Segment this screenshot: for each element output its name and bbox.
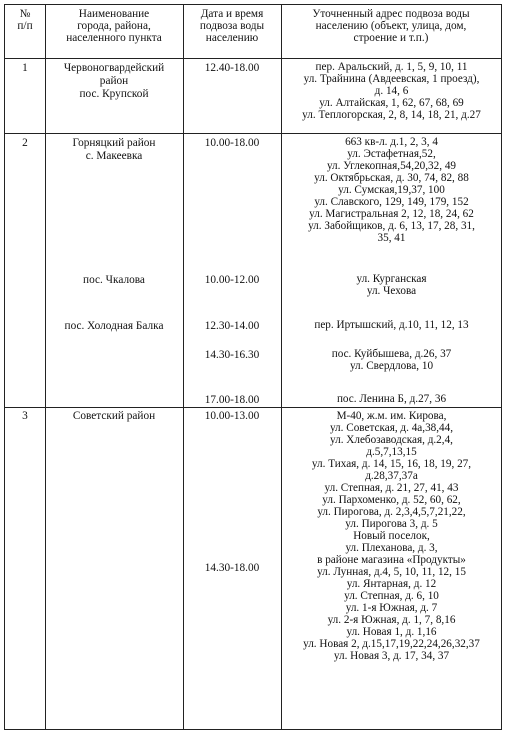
address-line: пер. Иртышский, д.10, 11, 12, 13 bbox=[314, 319, 469, 331]
settlement-name: с. Макеевка bbox=[85, 150, 143, 162]
address-line: ул. Новая 2, д.15,17,19,22,24,26,32,37 bbox=[303, 638, 480, 650]
delivery-time: 17.00-18.00 bbox=[204, 394, 260, 406]
address-line: ул. Трайнина (Авдеевская, 1 проезд), bbox=[303, 73, 480, 85]
delivery-time: 12.30-14.00 bbox=[204, 320, 260, 332]
district-name: Горняцкий район bbox=[72, 137, 156, 149]
address-line: ул. Степная, д. 21, 27, 41, 43 bbox=[324, 482, 459, 494]
delivery-time: 12.40-18.00 bbox=[204, 62, 260, 74]
address-list bbox=[281, 61, 502, 121]
address-line: Новый поселок, bbox=[353, 530, 430, 542]
address-line: ул. Свердлова, 10 bbox=[349, 360, 434, 372]
address-line: ул. 1-я Южная, д. 7 bbox=[345, 602, 438, 614]
address-line: пер. Аральский, д. 1, 5, 9, 10, 11 bbox=[315, 61, 468, 73]
address-line: в районе магазина «Продукты» bbox=[317, 554, 466, 566]
row-divider bbox=[4, 133, 502, 134]
table-border-bottom bbox=[4, 729, 502, 730]
address-line: ул. Степная, д. 6, 10 bbox=[344, 590, 439, 602]
header-address: строение и т.п.) bbox=[353, 32, 429, 44]
row-divider bbox=[4, 407, 502, 408]
address-line: ул. Славского, 129, 149, 179, 152 bbox=[314, 196, 469, 208]
address-line: ул. Углекопная,54,20,32, 49 bbox=[326, 160, 457, 172]
address-line: ул. Новая 1, д. 1,16 bbox=[346, 626, 437, 638]
header-address: населению (объект, улица, дом, bbox=[315, 20, 467, 32]
address-list bbox=[281, 273, 502, 297]
table-border-left bbox=[4, 4, 5, 730]
address-list bbox=[281, 410, 502, 662]
address-line: ул. 2-я Южная, д. 1, 7, 8,16 bbox=[327, 614, 456, 626]
address-list bbox=[281, 136, 502, 244]
header-time: населению bbox=[205, 32, 259, 44]
settlement-name: пос. Крупской bbox=[79, 88, 149, 100]
row-number: 3 bbox=[22, 410, 28, 422]
address-line: ул. Пирогова 3, д. 5 bbox=[345, 518, 438, 530]
row-number: 2 bbox=[22, 137, 28, 149]
row-divider bbox=[4, 58, 502, 59]
delivery-time: 14.30-16.30 bbox=[204, 349, 260, 361]
address-line: пос. Ленина Б, д.27, 36 bbox=[336, 393, 447, 405]
district-name: Советский район bbox=[72, 410, 156, 422]
settlement-name: пос. Чкалова bbox=[83, 274, 145, 286]
address-line: 35, 41 bbox=[377, 232, 406, 244]
address-line: ул. Янтарная, д. 12 bbox=[346, 578, 437, 590]
address-line: ул. Магистральная 2, 12, 18, 24, 62 bbox=[309, 208, 474, 220]
address-line: ул. Курганская bbox=[356, 273, 427, 285]
address-line: д.28,37,37а bbox=[365, 470, 418, 482]
address-line: ул. Новая 3, д. 17, 34, 37 bbox=[333, 650, 450, 662]
address-line: ул. Забойщиков, д. 6, 13, 17, 28, 31, bbox=[308, 220, 475, 232]
address-line: ул. Чехова bbox=[366, 285, 417, 297]
address-list bbox=[281, 348, 502, 372]
address-line: ул. Теплогорская, 2, 8, 14, 18, 21, д.27 bbox=[302, 109, 481, 121]
address-line: д. 14, 6 bbox=[374, 85, 409, 97]
address-line: ул. Алтайская, 1, 62, 67, 68, 69 bbox=[319, 97, 464, 109]
header-address: Уточненный адрес подвоза воды bbox=[312, 8, 470, 20]
address-line: ул. Пархоменко, д. 52, 60, 62, bbox=[322, 494, 461, 506]
address-line: 663 кв-л. д.1, 2, 3, 4 bbox=[345, 136, 438, 148]
address-line: ул. Советская, д. 4а,38,44, bbox=[329, 422, 454, 434]
settlement-name: пос. Холодная Балка bbox=[64, 320, 164, 332]
address-line: ул. Эстафетная,52, bbox=[347, 148, 436, 160]
header-num: № bbox=[19, 8, 31, 20]
row-number: 1 bbox=[22, 62, 28, 74]
district-name: Червоногвардейский bbox=[63, 62, 165, 74]
delivery-time: 10.00-13.00 bbox=[204, 410, 260, 422]
column-divider bbox=[183, 4, 184, 730]
address-line: М-40, ж.м. им. Кирова, bbox=[336, 410, 447, 422]
address-line: ул. Лунная, д.4, 5, 10, 11, 12, 15 bbox=[317, 566, 466, 578]
address-line: ул. Пирогова, д. 2,3,4,5,7,21,22, bbox=[317, 506, 466, 518]
address-line: ул. Тихая, д. 14, 15, 16, 18, 19, 27, bbox=[311, 458, 472, 470]
address-line: ул. Хлебозаводская, д.2,4, bbox=[330, 434, 453, 446]
delivery-time: 10.00-12.00 bbox=[204, 274, 260, 286]
address-list bbox=[281, 319, 502, 331]
header-name: Наименование bbox=[78, 8, 150, 20]
header-name: населенного пункта bbox=[66, 32, 162, 44]
header-time: подвоза воды bbox=[199, 20, 265, 32]
table-border-top bbox=[4, 4, 502, 5]
address-list bbox=[281, 393, 502, 405]
address-line: ул. Плеханова, д. 3, bbox=[345, 542, 438, 554]
address-line: ул. Октябрьская, д. 30, 74, 82, 88 bbox=[314, 172, 469, 184]
column-divider bbox=[45, 4, 46, 730]
header-name: города, района, bbox=[77, 20, 151, 32]
district-name: район bbox=[99, 75, 129, 87]
header-num: п/п bbox=[17, 20, 33, 32]
delivery-time: 10.00-18.00 bbox=[204, 137, 260, 149]
address-line: ул. Сумская,19,37, 100 bbox=[338, 184, 445, 196]
header-time: Дата и время bbox=[200, 8, 264, 20]
delivery-time: 14.30-18.00 bbox=[204, 562, 260, 574]
address-line: пос. Куйбышева, д.26, 37 bbox=[331, 348, 452, 360]
address-line: д.5,7,13,15 bbox=[366, 446, 417, 458]
